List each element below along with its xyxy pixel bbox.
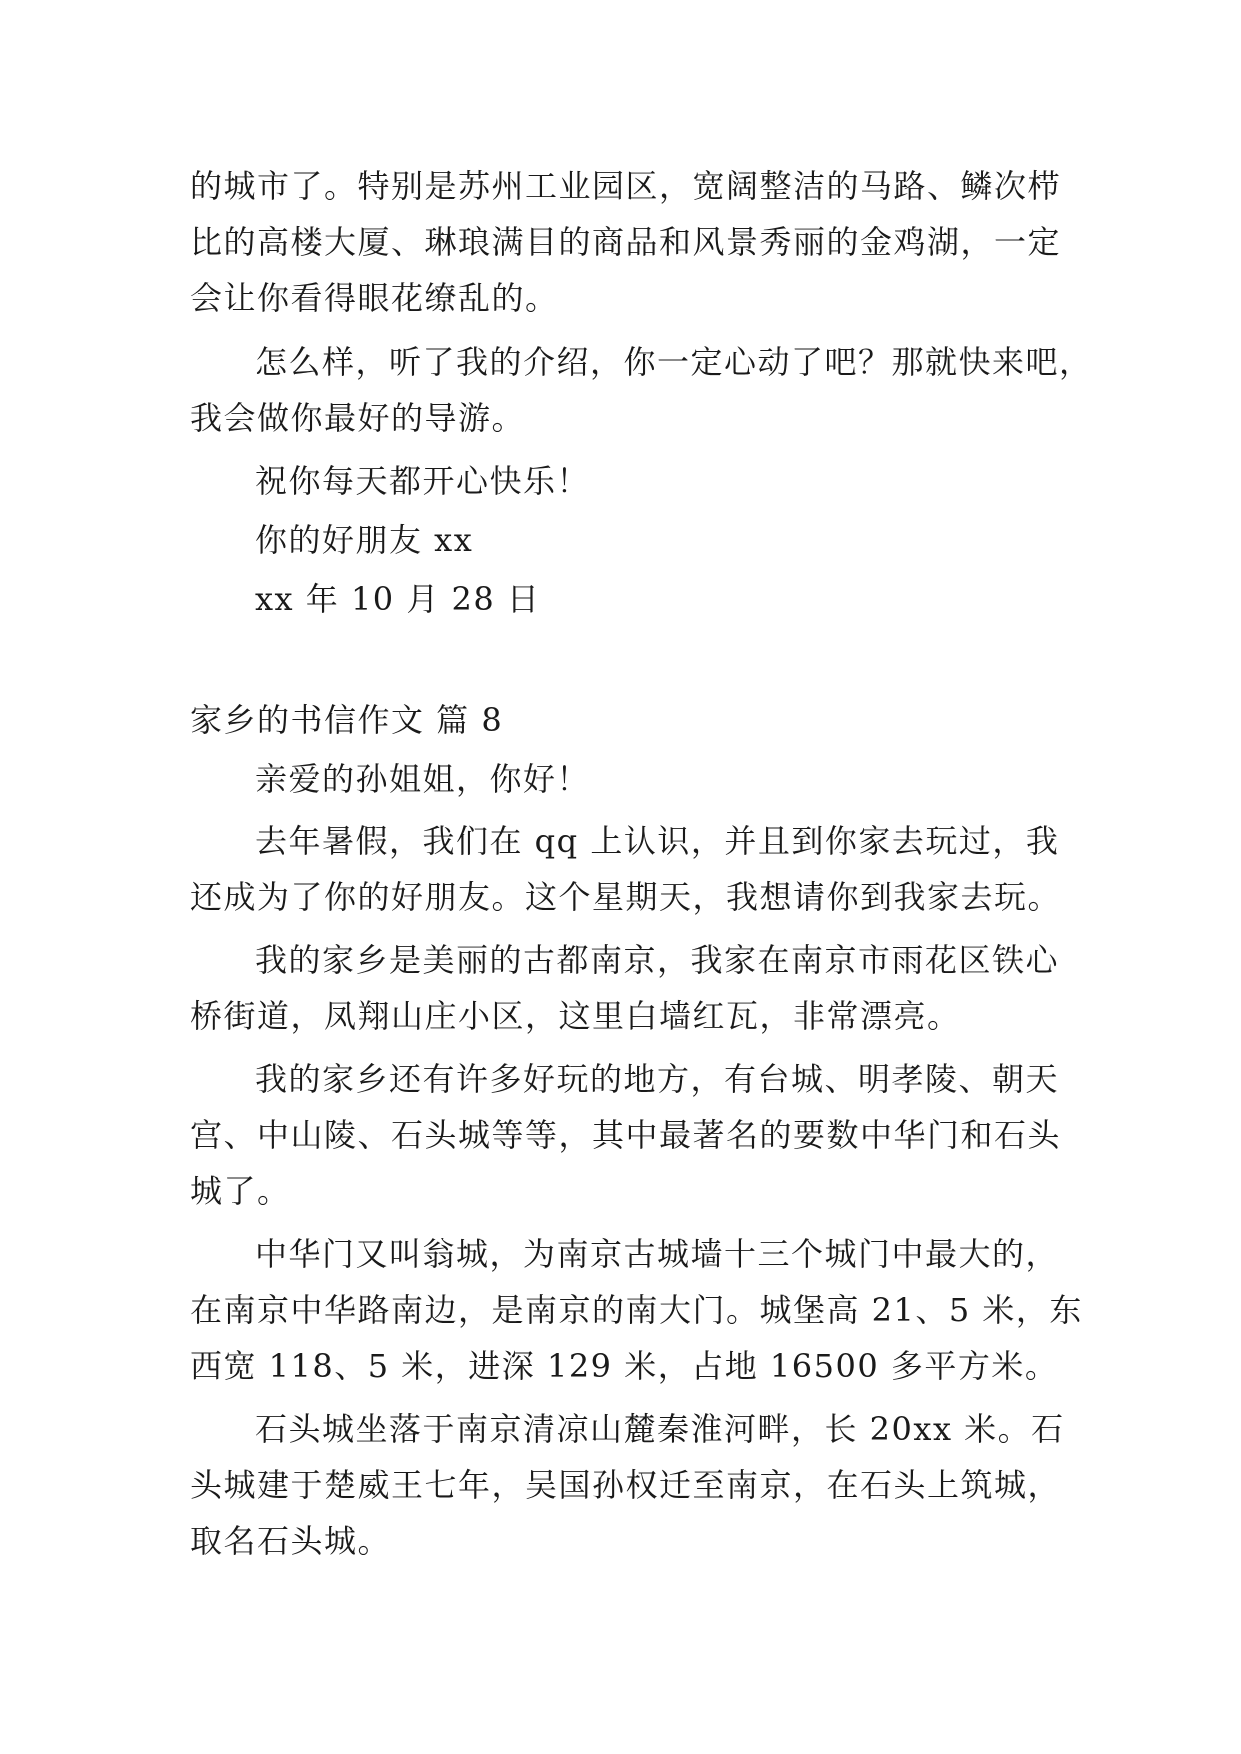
text-line: 石头城坐落于南京清凉山麓秦淮河畔，长 20xx 米。石 — [255, 1410, 1065, 1448]
text-line: 会让你看得眼花缭乱的。 — [190, 279, 559, 317]
text-line: 还成为了你的好朋友。这个星期天，我想请你到我家去玩。 — [190, 878, 1062, 916]
text-line: 我的家乡还有许多好玩的地方，有台城、明孝陵、朝天 — [255, 1060, 1060, 1098]
text-line: 宫、中山陵、石头城等等，其中最著名的要数中华门和石头 — [190, 1116, 1062, 1154]
text-line: 怎么样，听了我的介绍，你一定心动了吧？那就快来吧， — [255, 343, 1093, 381]
signature: 你的好朋友 xx — [255, 521, 474, 559]
text-line: 在南京中华路南边，是南京的南大门。城堡高 21、5 米，东 — [190, 1291, 1083, 1329]
text-line: 城了。 — [190, 1172, 291, 1210]
text-line: 头城建于楚威王七年，吴国孙权迁至南京，在石头上筑城， — [190, 1466, 1062, 1504]
text-line: 去年暑假，我们在 qq 上认识，并且到你家去玩过，我 — [255, 822, 1060, 860]
text-line: 桥街道，凤翔山庄小区，这里白墙红瓦，非常漂亮。 — [190, 997, 961, 1035]
text-line: 西宽 118、5 米，进深 129 米，占地 16500 多平方米。 — [190, 1347, 1059, 1385]
section-title: 家乡的书信作文 篇 8 — [190, 701, 504, 739]
text-line: 中华门又叫翁城，为南京古城墙十三个城门中最大的， — [255, 1235, 1060, 1273]
closing-wish: 祝你每天都开心快乐！ — [255, 462, 591, 500]
letter-greeting: 亲爱的孙姐姐，你好！ — [255, 760, 591, 798]
text-line: 比的高楼大厦、琳琅满目的商品和风景秀丽的金鸡湖，一定 — [190, 223, 1062, 261]
text-line: 我的家乡是美丽的古都南京，我家在南京市雨花区铁心 — [255, 941, 1060, 979]
text-line: 我会做你最好的导游。 — [190, 399, 526, 437]
text-line: 的城市了。特别是苏州工业园区，宽阔整洁的马路、鳞次栉 — [190, 167, 1062, 205]
text-line: 取名石头城。 — [190, 1522, 392, 1560]
letter-date: xx 年 10 月 28 日 — [255, 580, 541, 618]
